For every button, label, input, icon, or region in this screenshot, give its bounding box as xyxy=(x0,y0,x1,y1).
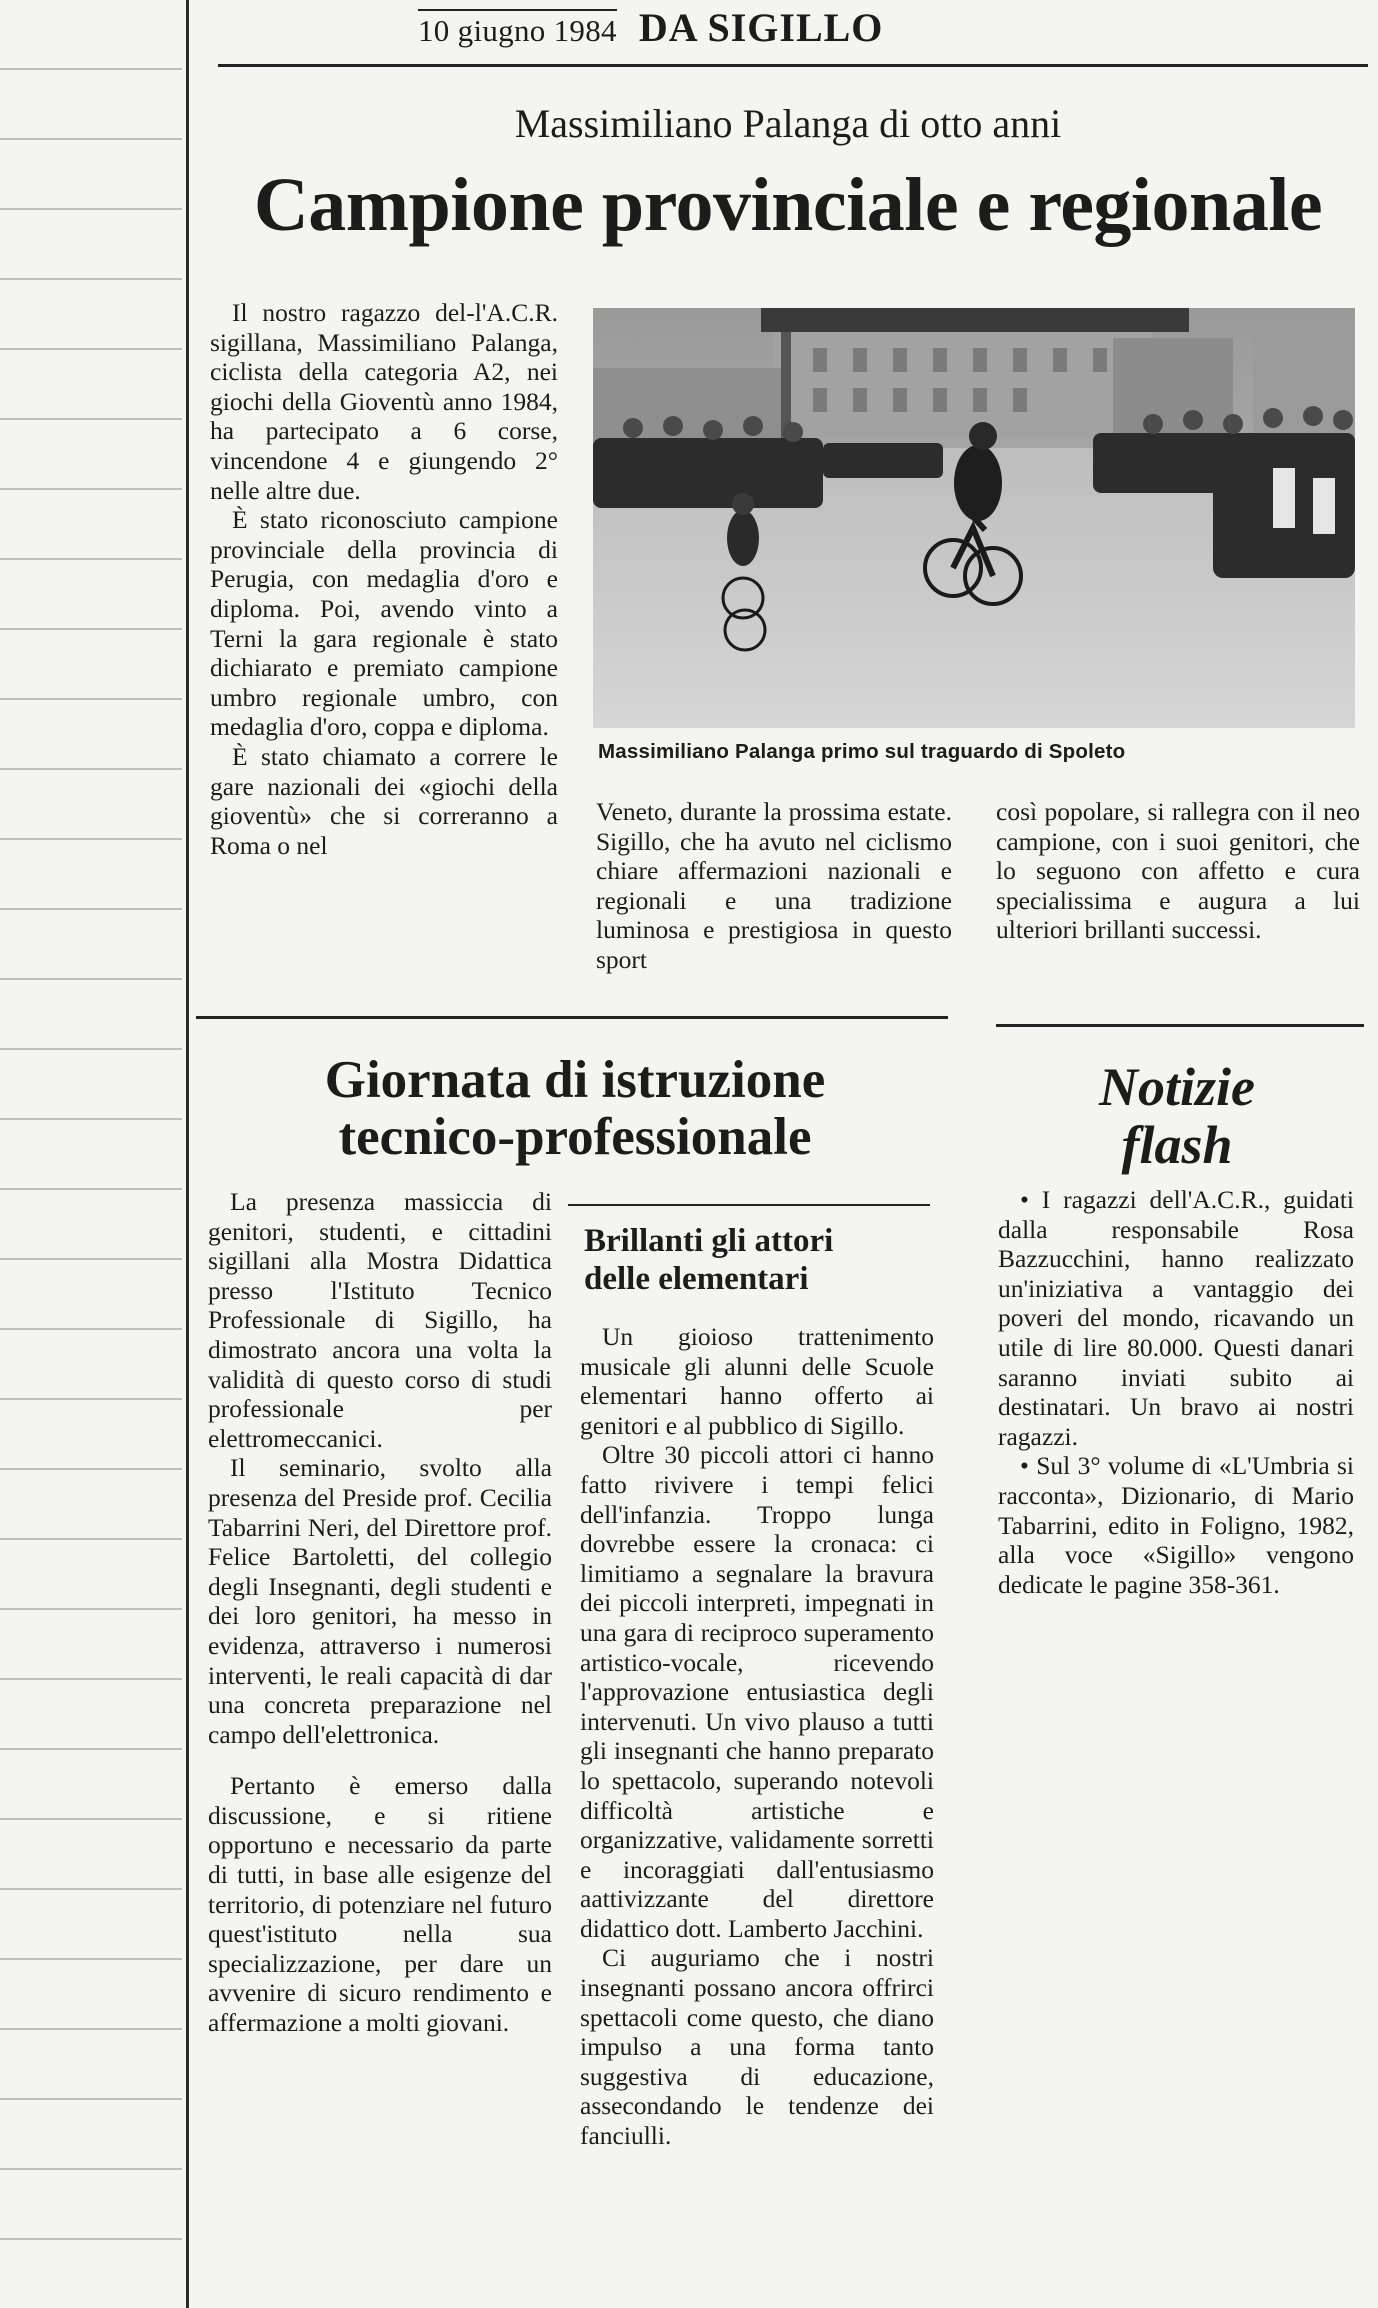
istruzione-article-body xyxy=(208,1187,552,2038)
attori-paragraph: Ci auguriamo che i nostri insegnanti possano ancora offrirci spettacoli come questo, che diano impulso a una forma tanto suggestiva di educazione, assecondando le tendenze dei fanciulli. xyxy=(580,1943,934,2151)
dateline-rule xyxy=(218,64,1368,67)
attori-paragraph: Oltre 30 piccoli attori ci hanno fatto rivivere i tempi felici dell'infanzia. Troppo lunga dovrebbe essere la cronaca: ci limitiamo a segnalare la bravura dei piccoli interpreti, impegnati in una gara di reciproco superamento artistico-vocale, ricevendo l'approvazione entusiastica degli intervenuti. Un vivo plauso a tutti gli insegnanti che hanno preparato lo spettacolo, superando notevoli difficoltà artistiche e organizzative, validamente sorretti e incoraggiati dall'entusiasmo aattivizzante del direttore didattico dott. Lamberto Jacchini. xyxy=(580,1440,934,1943)
notizie-flash-item: • I ragazzi dell'A.C.R., guidati dalla responsabile Rosa Bazzucchini, hanno realizzato un'iniziativa a vantaggio dei poveri del mondo, ricavando un utile di lire 80.000. Questi danari saranno inviati subito ai destinatari. Un bravo ai nostri ragazzi. xyxy=(998,1185,1354,1451)
notebook-paper-strip xyxy=(0,0,182,2308)
photo-caption: Massimiliano Palanga primo sul traguardo di Spoleto xyxy=(598,740,1126,763)
notizie-flash-body xyxy=(998,1185,1354,1599)
istruzione-paragraph: Pertanto è emerso dalla discussione, e si ritiene opportuno e necessario da parte di tutti, in base alle esigenze del territorio, di potenziare nel futuro quest'istituto nella sua specializzazione, per dare un avvenire di sicuro rendimento e affermazione a molti giovani. xyxy=(208,1771,552,2038)
notizie-flash-headline xyxy=(996,1058,1358,1175)
attori-article-body xyxy=(580,1322,934,2151)
dateline xyxy=(418,4,883,51)
main-paragraph: Veneto, durante la prossima estate. Sigillo, che ha avuto nel ciclismo chiare affermazioni nazionali e regionali e una tradizione luminosa e prestigiosa in questo sport xyxy=(596,797,952,974)
main-article-col1 xyxy=(210,298,558,860)
notizie-flash-headline-line1: Notizie xyxy=(1099,1057,1255,1117)
dateline-date: 10 giugno 1984 xyxy=(418,9,617,48)
istruzione-paragraph: La presenza massiccia di genitori, studenti, e cittadini sigillani alla Mostra Didattica presso l'Istituto Tecnico Professionale di Sigillo, ha dimostrato ancora una volta la validità di questo corso di studi professionale per elettromeccanici. xyxy=(208,1187,552,1453)
notizie-flash-headline-line2: flash xyxy=(1121,1115,1233,1176)
attori-paragraph: Un gioioso trattenimento musicale gli alunni delle Scuole elementari hanno offerto ai genitori e al pubblico di Sigillo. xyxy=(580,1322,934,1440)
istruzione-headline xyxy=(200,1052,950,1166)
main-paragraph: Il nostro ragazzo del-l'A.C.R. sigillana, Massimiliano Palanga, ciclista della categoria A2, nei giochi della Gioventù anno 1984, ha partecipato a 6 corse, vincendone 4 e giungendo 2° nelle altre due. xyxy=(210,298,558,505)
margin-rule xyxy=(186,0,189,2308)
istruzione-headline-line2: tecnico-professionale xyxy=(338,1108,812,1167)
main-article-col3 xyxy=(996,797,1360,945)
notizie-flash-item: • Sul 3° volume di «L'Umbria si racconta», Dizionario, di Mario Tabarrini, edito in Foligno, 1982, alla voce «Sigillo» vengono dedicate le pagine 358-361. xyxy=(998,1451,1354,1599)
main-paragraph: così popolare, si rallegra con il neo campione, con i suoi genitori, che lo seguono con affetto e cura specialissima e augura a lui ulteriori brillanti successi. xyxy=(996,797,1360,945)
section-rule-right xyxy=(996,1024,1364,1027)
race-photo xyxy=(593,308,1355,728)
attori-headline xyxy=(584,1222,944,1299)
main-paragraph: È stato riconosciuto campione provinciale della provincia di Perugia, con medaglia d'oro e diploma. Poi, avendo vinto a Terni la gara regionale è stato dichiarato e premiato campione umbro regionale umbro, con medaglia d'oro, coppa e diploma. xyxy=(210,505,558,742)
istruzione-paragraph: Il seminario, svolto alla presenza del Preside prof. Cecilia Tabarrini Neri, del Direttore prof. Felice Bartoletti, del collegio degli Insegnanti, degli studenti e dei loro genitori, ha messo in evidenza, attraverso i numerosi interventi, le reali capacità di dar una concreta preparazione nel campo dell'elettronica. xyxy=(208,1453,552,1749)
istruzione-headline-line1: Giornata di istruzione xyxy=(324,1051,826,1109)
main-paragraph: È stato chiamato a correre le gare nazionali dei «giochi della gioventù» che si correranno a Roma o nel xyxy=(210,741,558,860)
attori-headline-line1: Brillanti gli attori xyxy=(584,1223,834,1259)
main-headline: Campione provinciale e regionale xyxy=(253,163,1323,247)
main-kicker: Massimiliano Palanga di otto anni xyxy=(514,101,1062,146)
dateline-source: DA SIGILLO xyxy=(638,5,884,50)
paragraph-gap xyxy=(208,1749,552,1771)
attori-headline-line2: delle elementari xyxy=(584,1261,809,1298)
cyclists-finish-line-image xyxy=(593,308,1355,728)
section-rule-left xyxy=(196,1016,948,1019)
main-article-col2 xyxy=(596,797,952,975)
attori-rule xyxy=(568,1204,930,1206)
